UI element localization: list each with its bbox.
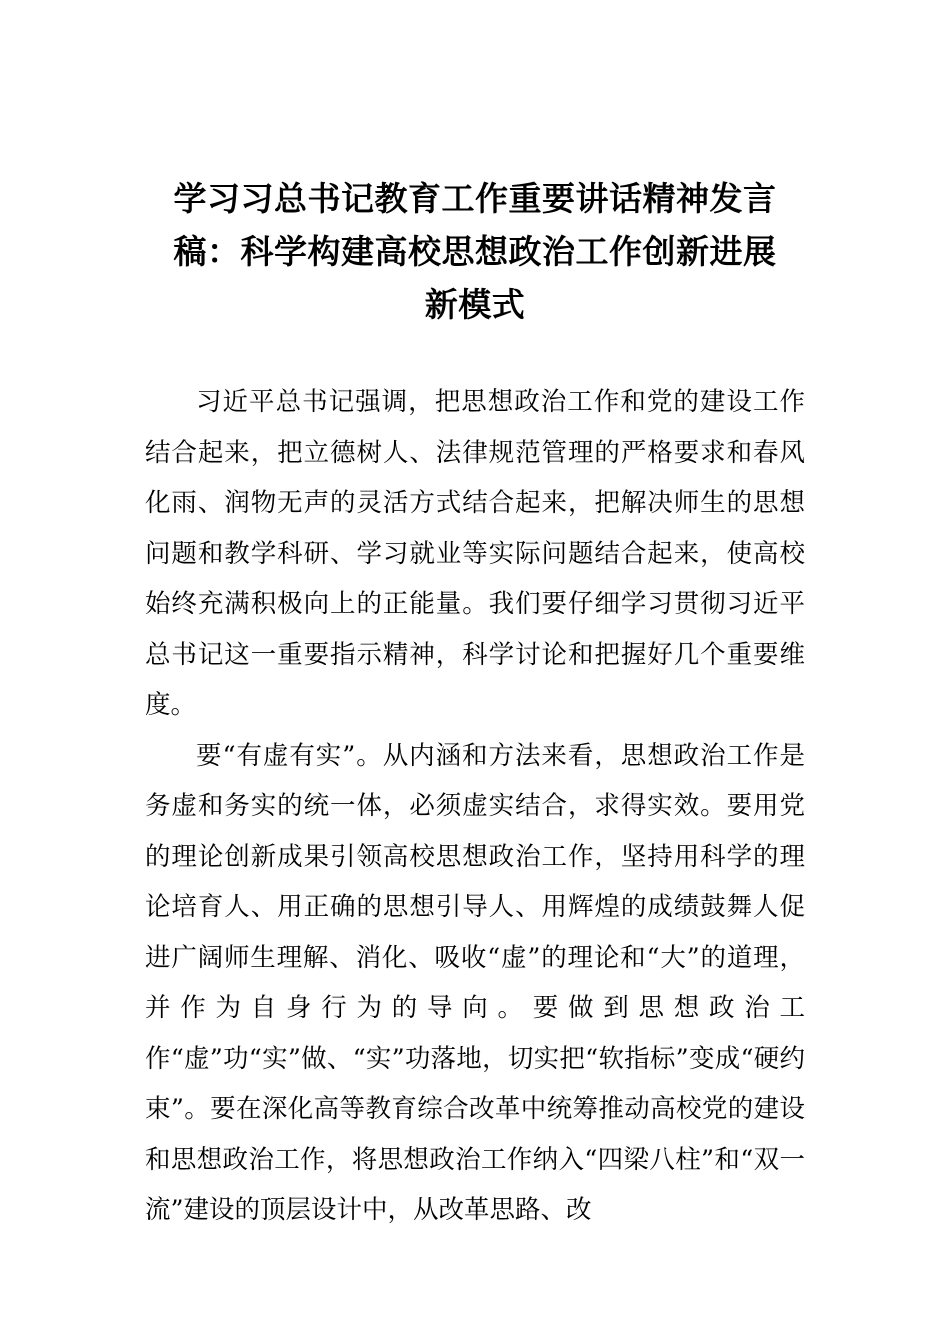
document-title [145, 172, 805, 331]
title-line-1: 学习习总书记教育工作重要讲话精神发言 [173, 179, 777, 218]
paragraph-1: 习近平总书记强调，把思想政治工作和党的建设工作结合起来，把立德树人、法律规范管理的严格要求和春风化雨、润物无声的灵活方式结合起来，把解决师生的思想问题和教学科研、学习就业等实际问题结合起来，使高校始终充满积极向上的正能量。我们要仔细学习贯彻习近平总书记这一重要指示精神，科学讨论和把握好几个重要维度。 [145, 387, 805, 720]
document-body [145, 377, 805, 1236]
paragraph-2: 要“有虚有实”。从内涵和方法来看，思想政治工作是务虚和务实的统一体，必须虚实结合，求得实效。要用党的理论创新成果引领高校思想政治工作，坚持用科学的理论培育人、用正确的思想引导人、用辉煌的成绩鼓舞人促进广阔师生理解、消化、吸收“虚”的理论和“大”的道理，并作为自身行为的导向。要做到思想政治工作“虚”功“实”做、“实”功落地，切实把“软指标”变成“硬约束”。要在深化高等教育综合改革中统筹推动高校党的建设和思想政治工作，将思想政治工作纳入“四梁八柱”和“双一流”建设的顶层设计中，从改革思路、改 [145, 740, 805, 1225]
title-line-2: 稿：科学构建高校思想政治工作创新进展 [173, 232, 777, 271]
title-line-3: 新模式 [424, 285, 526, 324]
